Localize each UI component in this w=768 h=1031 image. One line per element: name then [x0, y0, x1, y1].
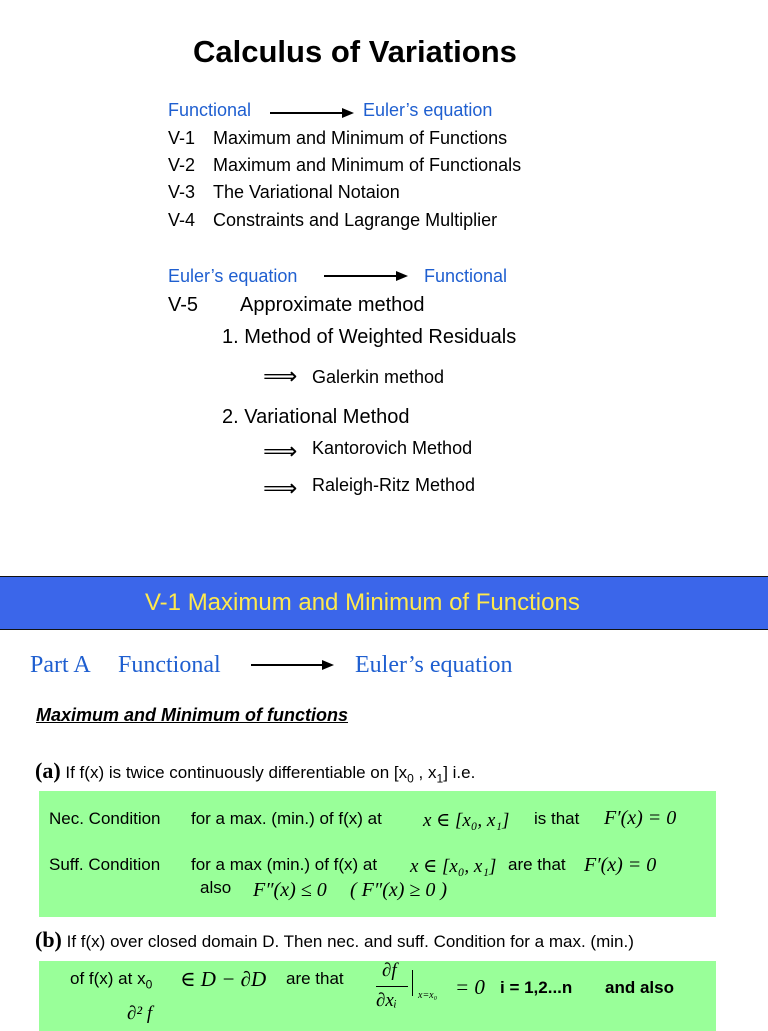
- box2-sub0: 0: [145, 977, 153, 992]
- list-item-number: V-4: [168, 210, 196, 230]
- section-heading: Maximum and Minimum of functions: [36, 705, 349, 725]
- list-item: [168, 128, 508, 149]
- list-item-label: Constraints and Lagrange Multiplier: [213, 210, 498, 230]
- method-weighted-residuals: 1. Method of Weighted Residuals: [222, 326, 517, 348]
- reverse-eulers-label: Euler’s equation: [168, 266, 298, 286]
- item-a-sub0: 0: [407, 771, 414, 786]
- item-a-line: [35, 758, 475, 785]
- right-arrow-icon: [396, 271, 408, 281]
- implies-icon: ⟹: [263, 362, 298, 390]
- nec-condition-label: Nec. Condition: [49, 809, 161, 828]
- part-a-functional: Functional: [118, 652, 221, 678]
- implies-icon: ⟹: [263, 474, 298, 502]
- second-partial: ∂² f: [127, 1003, 153, 1024]
- item-a-end: ] i.e.: [443, 763, 476, 782]
- also-condition-max: F″(x) ≤ 0: [253, 879, 327, 901]
- v5-label: Approximate method: [240, 294, 425, 316]
- list-item-label: The Variational Notaion: [213, 182, 400, 202]
- partial-numerator: ∂f: [382, 960, 397, 981]
- list-item-label: Maximum and Minimum of Functions: [213, 128, 508, 148]
- raleigh-ritz-method: Raleigh-Ritz Method: [312, 475, 476, 495]
- item-a-sub1: 1: [436, 771, 444, 786]
- list-item: [168, 155, 522, 176]
- partial-denominator: ∂xᵢ: [376, 990, 397, 1011]
- part-a-eulers: Euler’s equation: [355, 652, 513, 678]
- nec-condition-text: for a max. (min.) of f(x) at: [191, 809, 382, 828]
- also-label: also: [200, 878, 232, 897]
- reverse-functional-label: Functional: [424, 266, 508, 286]
- evaluation-point: x=x₀: [418, 990, 438, 1001]
- list-item-number: V-2: [168, 155, 196, 175]
- index-range: i = 1,2...n: [500, 978, 573, 997]
- item-a-marker: (a): [35, 758, 61, 783]
- list-item-number: V-1: [168, 128, 196, 148]
- item-a-text: If f(x) is twice continuously differentiable on [x: [65, 763, 408, 782]
- implies-icon: ⟹: [263, 437, 298, 465]
- right-arrow-icon: [322, 660, 334, 670]
- list-item-label: Maximum and Minimum of Functionals: [213, 155, 522, 175]
- box2-are-that: are that: [286, 969, 344, 988]
- box2-domain: ∈ D − ∂D: [180, 967, 267, 991]
- intro-arrow-line: [270, 112, 344, 114]
- equals-zero: = 0: [455, 975, 485, 999]
- right-arrow-icon: [342, 108, 354, 118]
- item-a-sep: , x: [413, 763, 437, 782]
- list-item: [168, 210, 498, 231]
- intro-eulers-label: Euler’s equation: [363, 100, 493, 120]
- fraction-bar: [376, 986, 408, 987]
- part-a-arrow-line: [251, 664, 324, 666]
- reverse-arrow-line: [324, 275, 398, 277]
- also-condition-min: ( F″(x) ≥ 0 ): [350, 879, 448, 901]
- nec-condition-is-that: is that: [534, 809, 580, 828]
- kantorovich-method: Kantorovich Method: [312, 438, 473, 458]
- suff-condition-formula: F′(x) = 0: [584, 854, 657, 876]
- nec-condition-formula: F′(x) = 0: [604, 807, 677, 829]
- part-a-label: Part A: [30, 652, 91, 678]
- suff-condition-are-that: are that: [508, 855, 566, 874]
- page-title: Calculus of Variations: [193, 34, 517, 69]
- suff-condition-label: Suff. Condition: [49, 855, 161, 874]
- suff-condition-text: for a max (min.) of f(x) at: [191, 855, 378, 874]
- suff-condition-math: x ∈ [x₀, x₁]: [410, 856, 497, 877]
- box2-text: [70, 969, 152, 991]
- item-b-line: [35, 927, 634, 953]
- and-also: and also: [605, 978, 674, 997]
- item-b-text: If f(x) over closed domain D. Then nec. and suff. Condition for a max. (min.): [66, 932, 634, 951]
- v5-number: V-5: [168, 294, 199, 316]
- intro-functional-label: Functional: [168, 100, 252, 120]
- section-banner-title: V-1 Maximum and Minimum of Functions: [145, 589, 580, 616]
- list-item: [168, 182, 400, 203]
- galerkin-method: Galerkin method: [312, 367, 445, 387]
- variational-method: 2. Variational Method: [222, 406, 410, 428]
- nec-condition-math: x ∈ [x₀, x₁]: [423, 810, 510, 831]
- evaluation-bar: [412, 970, 413, 996]
- box2-text-main: of f(x) at x: [70, 969, 146, 988]
- item-b-marker: (b): [35, 927, 62, 952]
- list-item-number: V-3: [168, 182, 196, 202]
